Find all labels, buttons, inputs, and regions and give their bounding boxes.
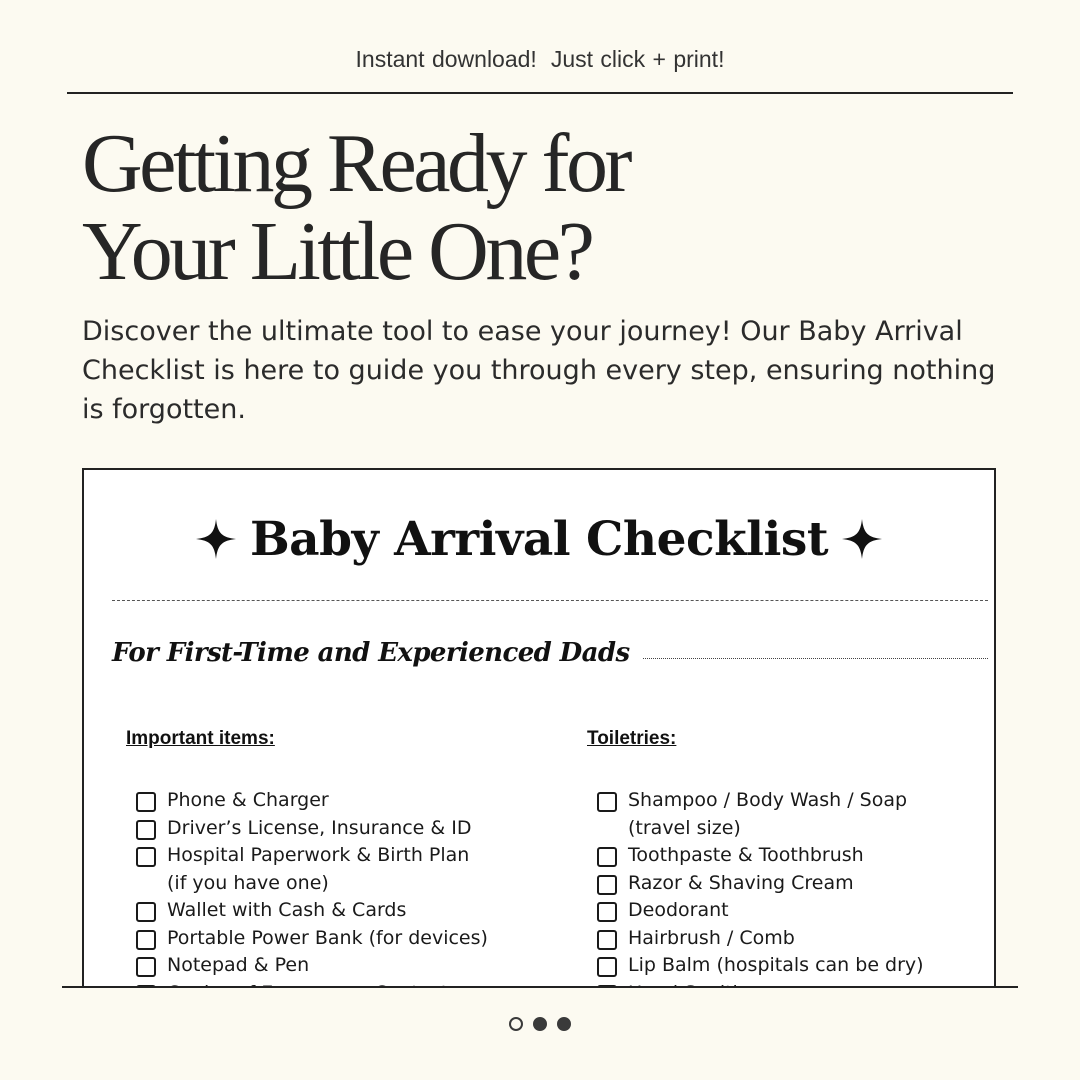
carousel-indicator: [0, 1016, 1080, 1035]
checklist-item[interactable]: [126, 897, 546, 925]
carousel-dot-2[interactable]: [533, 1017, 547, 1031]
intro-paragraph: Discover the ultimate tool to ease your journey! Our Baby Arrival Checklist is here to guide you through every step, ensuring nothing is forgotten.: [82, 316, 996, 425]
item-label-line: Hospital Paperwork & Birth Plan: [167, 844, 470, 866]
toiletries-heading: Toiletries:: [587, 728, 677, 749]
item-label-note: (travel size): [628, 816, 741, 839]
carousel-dot-1[interactable]: [509, 1017, 523, 1031]
sparkle-icon: [842, 519, 882, 559]
headline-line-2: Your Little One?: [82, 205, 592, 298]
header-tagline: [0, 46, 1080, 73]
important-items-heading: Important items:: [126, 728, 275, 749]
checklist-item[interactable]: [126, 925, 546, 953]
checkbox[interactable]: [597, 957, 617, 977]
headline-line-1: Getting Ready for: [82, 117, 629, 210]
checklist-item[interactable]: [587, 952, 987, 980]
header-divider: [67, 92, 1013, 94]
item-label: Razor & Shaving Cream: [628, 871, 854, 894]
checkbox[interactable]: [597, 847, 617, 867]
checkbox[interactable]: [597, 930, 617, 950]
footer-divider: [62, 986, 1018, 988]
item-label: Phone & Charger: [167, 789, 329, 811]
item-label: Deodorant: [628, 899, 729, 921]
item-label: [628, 787, 907, 842]
checklist-preview-card: [82, 468, 996, 1068]
page-headline: [82, 117, 629, 298]
title-dashed-divider: [112, 600, 988, 601]
checkbox[interactable]: [136, 847, 156, 867]
checkbox[interactable]: [136, 902, 156, 922]
checklist-item[interactable]: [126, 787, 546, 815]
checkbox[interactable]: [136, 957, 156, 977]
item-label: Wallet with Cash & Cards: [167, 899, 407, 921]
item-label: Hairbrush / Comb: [628, 926, 795, 949]
subtitle-row: [112, 638, 988, 678]
checklist-title: Baby Arrival Checklist: [249, 512, 829, 567]
important-items-column: [126, 728, 546, 1007]
checkbox[interactable]: [597, 875, 617, 895]
checklist-title-row: [84, 510, 994, 570]
checklist-item[interactable]: [587, 925, 987, 953]
checkbox[interactable]: [597, 792, 617, 812]
checklist-item[interactable]: [587, 897, 987, 925]
checkbox[interactable]: [136, 792, 156, 812]
checkbox[interactable]: [597, 902, 617, 922]
item-label-note: (if you have one): [167, 871, 329, 894]
toiletries-column: [587, 728, 987, 1007]
checklist-subtitle: For First-Time and Experienced Dads: [112, 638, 642, 668]
checklist-item[interactable]: [126, 842, 546, 897]
item-label: Notepad & Pen: [167, 954, 310, 976]
checklist-item[interactable]: [587, 870, 987, 898]
checkbox[interactable]: [136, 930, 156, 950]
checklist-item[interactable]: [126, 815, 546, 843]
item-label: Portable Power Bank (for devices): [167, 926, 488, 949]
subtitle-dotted-line: [612, 658, 988, 659]
tagline-click-print: Just click + print!: [550, 46, 725, 72]
checklist-item[interactable]: [587, 842, 987, 870]
checklist-item[interactable]: [126, 952, 546, 980]
carousel-dot-3[interactable]: [557, 1017, 571, 1031]
checkbox[interactable]: [136, 820, 156, 840]
item-label: [167, 842, 469, 897]
item-label-line: Shampoo / Body Wash / Soap: [628, 789, 908, 811]
item-label: Driver’s License, Insurance & ID: [167, 816, 472, 839]
tagline-instant-download: Instant download!: [355, 46, 537, 72]
sparkle-icon: [196, 519, 236, 559]
checklist-item[interactable]: [587, 787, 987, 842]
item-label: Lip Balm (hospitals can be dry): [628, 954, 924, 976]
item-label: Toothpaste & Toothbrush: [628, 844, 864, 866]
